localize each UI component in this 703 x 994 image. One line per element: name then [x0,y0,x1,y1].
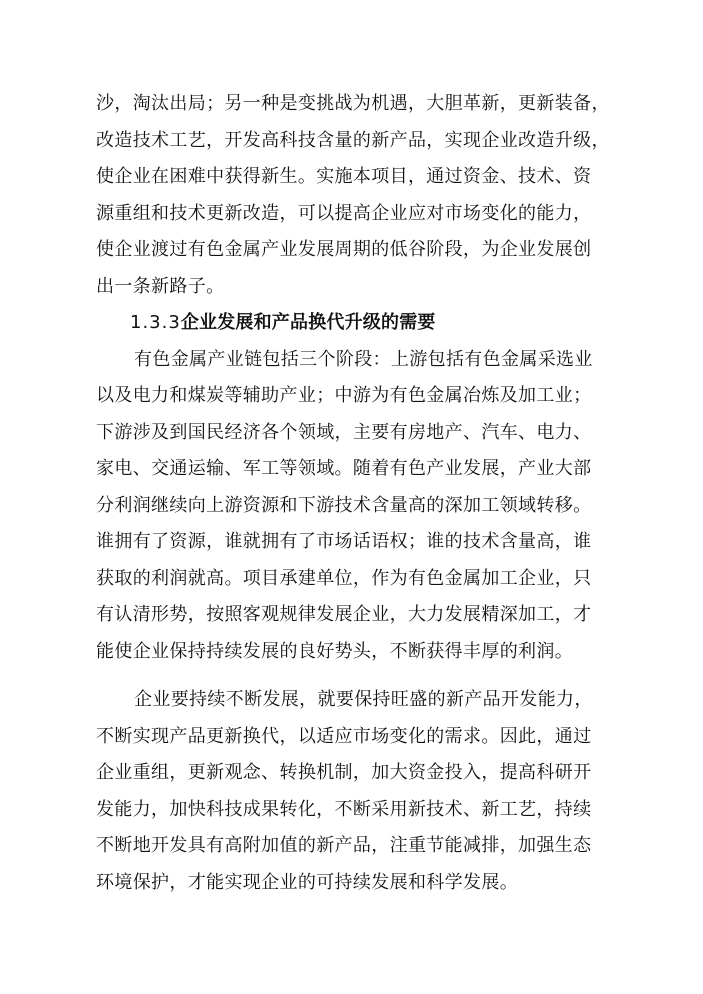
document-page [96,86,616,901]
text-line: 有认清形势，按照客观规律发展企业，大力发展精深加工，才 [96,604,592,625]
text-line: 企业重组，更新观念、转换机制，加大资金投入，提高科研开 [96,762,592,783]
paragraph-1 [96,86,616,305]
text-line: 以及电力和煤炭等辅助产业；中游为有色金属冶炼及加工业； [96,385,592,406]
paragraph-gap [96,670,616,682]
text-line: 有色金属产业链包括三个阶段：上游包括有色金属采选业 [134,348,593,370]
text-line: 沙，淘汰出局；另一种是变挑战为机遇，大胆革新，更新装备， [96,93,610,114]
text-line: 谁拥有了资源，谁就拥有了市场话语权；谁的技术含量高，谁 [96,531,592,552]
text-line: 使企业渡过有色金属产业发展周期的低谷阶段，为企业发展创 [96,239,592,260]
text-line: 不断地开发具有高附加值的新产品，注重节能减排，加强生态 [96,835,592,856]
section-number: 1.3.3 [130,312,181,333]
text-line: 家电、交通运输、军工等领域。随着有色产业发展，产业大部 [96,458,592,479]
text-line: 改造技术工艺，开发高科技含量的新产品，实现企业改造升级， [96,129,610,151]
text-line: 发能力，加快科技成果转化，不断采用新技术、新工艺，持续 [96,798,592,820]
text-line: 下游涉及到国民经济各个领域，主要有房地产、汽车、电力、 [96,421,592,443]
section-heading [96,305,616,342]
text-line: 出一条新路子。 [96,275,225,297]
paragraph-3 [96,682,616,901]
text-line: 获取的利润就高。项目承建单位，作为有色金属加工企业，只 [96,567,592,589]
text-line: 源重组和技术更新改造，可以提高企业应对市场变化的能力， [96,202,592,224]
section-title: 企业发展和产品换代升级的需要 [180,312,436,333]
text-line: 使企业在困难中获得新生。实施本项目，通过资金、技术、资 [96,166,592,187]
paragraph-2 [96,342,616,671]
text-line: 不断实现产品更新换代，以适应市场变化的需求。因此，通过 [96,725,592,747]
text-line: 能使企业保持持续发展的良好势头，不断获得丰厚的利润。 [96,640,574,662]
text-line: 企业要持续不断发展，就要保持旺盛的新产品开发能力， [134,689,593,710]
text-line: 分利润继续向上游资源和下游技术含量高的深加工领域转移。 [96,494,592,516]
text-line: 环境保护，才能实现企业的可持续发展和科学发展。 [96,871,519,893]
